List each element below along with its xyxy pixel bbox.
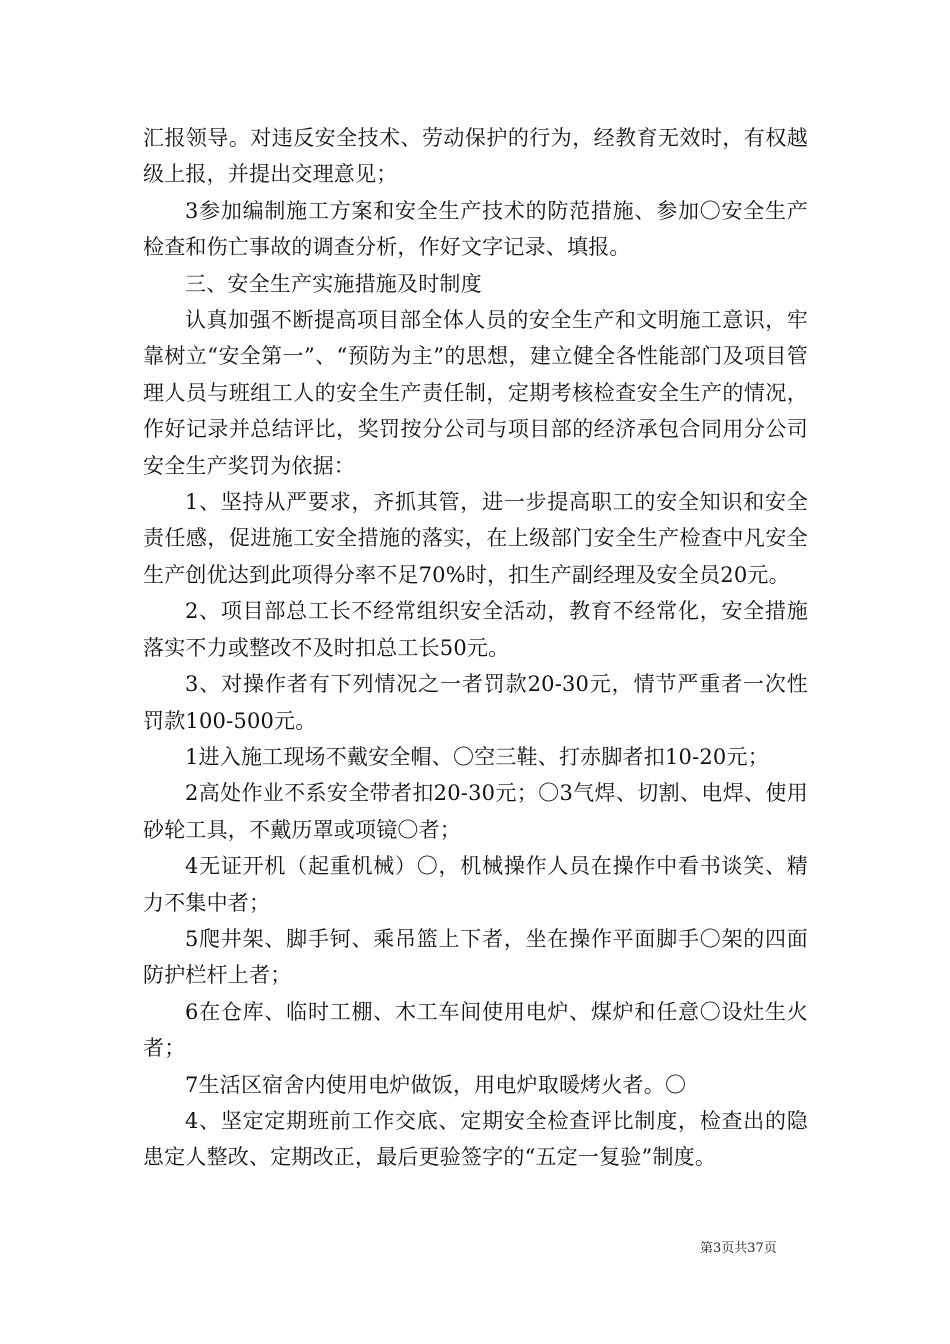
document-body — [143, 120, 808, 1176]
rule-item-2: 2、项目部总工长不经常组织安全活动，教育不经常化，安全措施落实不力或整改不及时扣总工长50元。 — [143, 599, 808, 660]
violation-item-6: 6在仓库、临时工棚、木工车间使用电炉、煤炉和任意〇设灶生火者； — [143, 999, 808, 1061]
rule-item-1: 1、坚持从严要求，齐抓其管，进一步提高职工的安全知识和安全责任感，促进施工安全措施的落实，在上级部门安全生产检查中凡安全生产创优达到此项得分率不足70%时，扣生产副经理及安全员20元。 — [143, 490, 808, 587]
violation-item-7: 7生活区宿舍内使用电炉做饭，用电炉取暖烤火者。〇 — [185, 1072, 687, 1097]
section-heading: 三、安全生产实施措施及时制度 — [185, 271, 482, 296]
rule-item-4: 4、坚定定期班前工作交底、定期安全检查评比制度，检查出的隐患定人整改、定期改正，最后更验签字的“五定一复验”制度。 — [143, 1108, 808, 1170]
rule-item-3: 3、对操作者有下列情况之一者罚款20-30元，情节严重者一次性罚款100-500元。 — [143, 672, 808, 733]
violation-item-4: 4无证开机（起重机械）〇，机械操作人员在操作中看书谈笑、精力不集中者； — [143, 854, 808, 915]
violation-item-1: 1进入施工现场不戴安全帽、〇空三鞋、打赤脚者扣10-20元； — [185, 744, 769, 769]
violation-item-2: 2高处作业不系安全带者扣20-30元；〇3气焊、切割、电焊、使用砂轮工具，不戴历罩或项镜〇者； — [143, 781, 808, 842]
paragraph-2: 3参加编制施工方案和安全生产技术的防范措施、参加〇安全生产检查和伤亡事故的调查分析，作好文字记录、填报。 — [143, 198, 808, 260]
paragraph-1: 汇报领导。对违反安全技术、劳动保护的行为，经教育无效时，有权越级上报，并提出交理意见； — [143, 126, 808, 187]
violation-item-5: 5爬井架、脚手钶、乘吊篮上下者，坐在操作平面脚手〇架的四面防护栏杆上者； — [143, 926, 808, 988]
paragraph-intro: 认真加强不断提高项目部全体人员的安全生产和文明施工意识，牢靠树立“安全第一”、“预防为主”的思想，建立健全各性能部门及项目管理人员与班组工人的安全生产责任制，定期考核检查安全生产的情况，作好记录并总结评比，奖罚按分公司与项目部的经济承包合同用分公司安全生产奖罚为依据： — [143, 308, 808, 478]
page-number: 第3页共37页 — [700, 1241, 777, 1256]
